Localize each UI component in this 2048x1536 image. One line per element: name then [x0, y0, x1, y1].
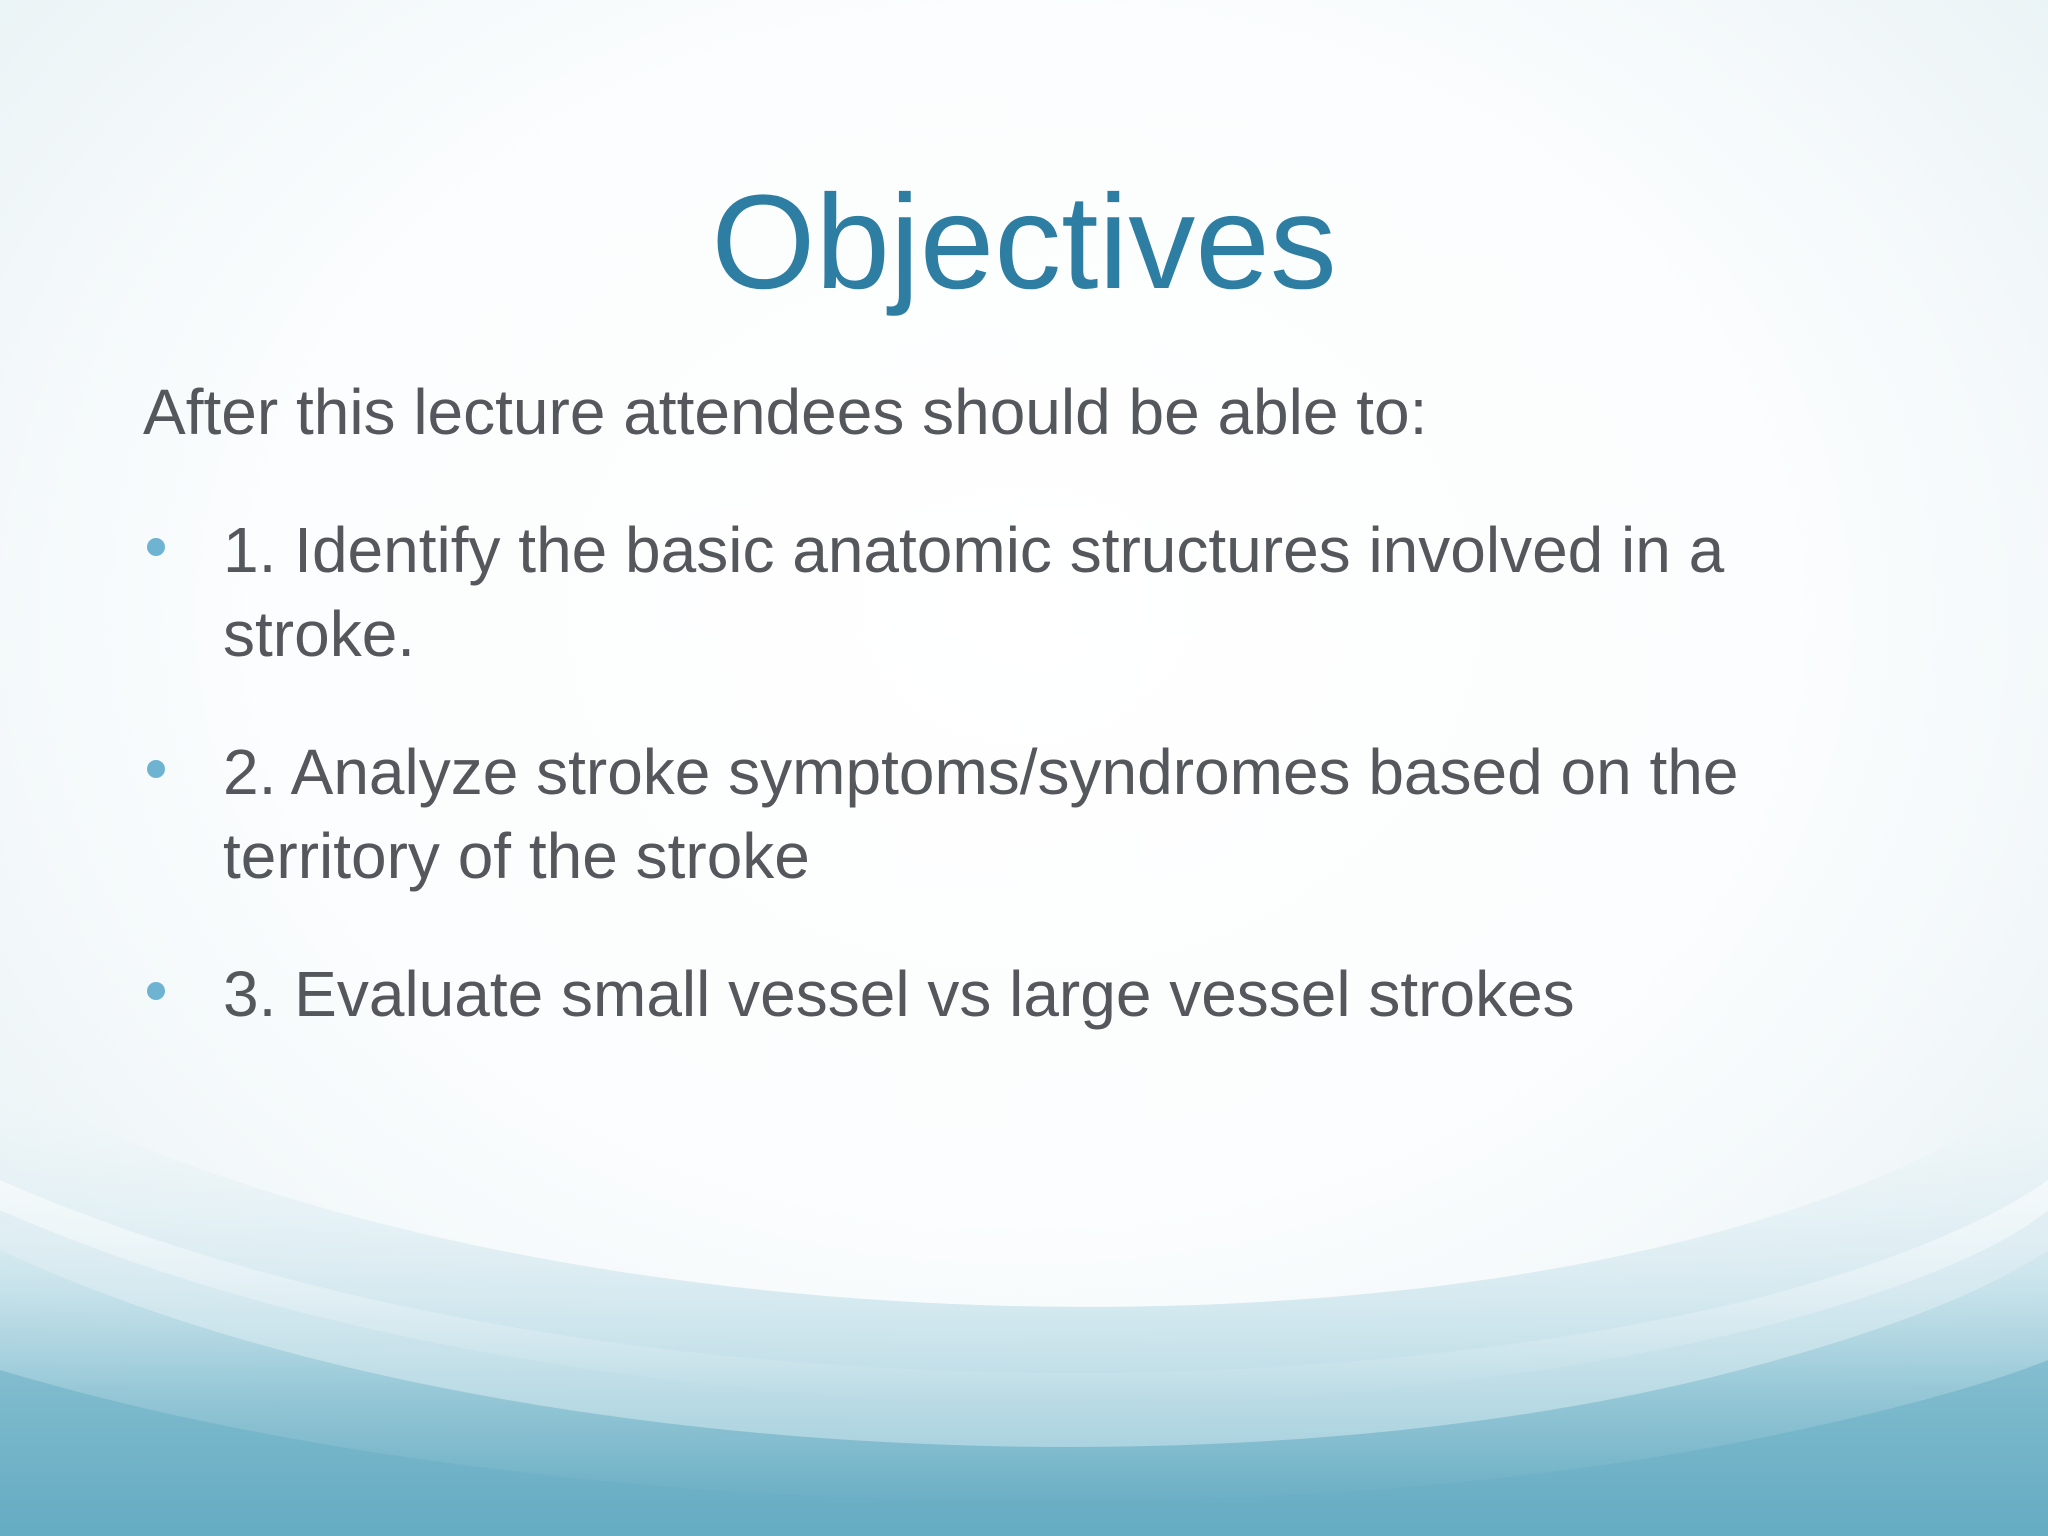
bullet-icon: [147, 760, 165, 778]
list-item: [143, 730, 1903, 898]
objective-text: 1. Identify the basic anatomic structures involved in a stroke.: [223, 514, 1725, 670]
objective-text: 3. Evaluate small vessel vs large vessel strokes: [223, 958, 1575, 1030]
slide-title: Objectives: [711, 168, 1337, 317]
objectives-list: [143, 508, 1903, 1090]
list-item: [143, 952, 1903, 1036]
intro-text: After this lecture attendees should be able to:: [143, 376, 1428, 448]
objective-text: 2. Analyze stroke symptoms/syndromes based on the territory of the stroke: [223, 736, 1739, 892]
bullet-icon: [147, 982, 165, 1000]
list-item: [143, 508, 1903, 676]
bullet-icon: [147, 538, 165, 556]
